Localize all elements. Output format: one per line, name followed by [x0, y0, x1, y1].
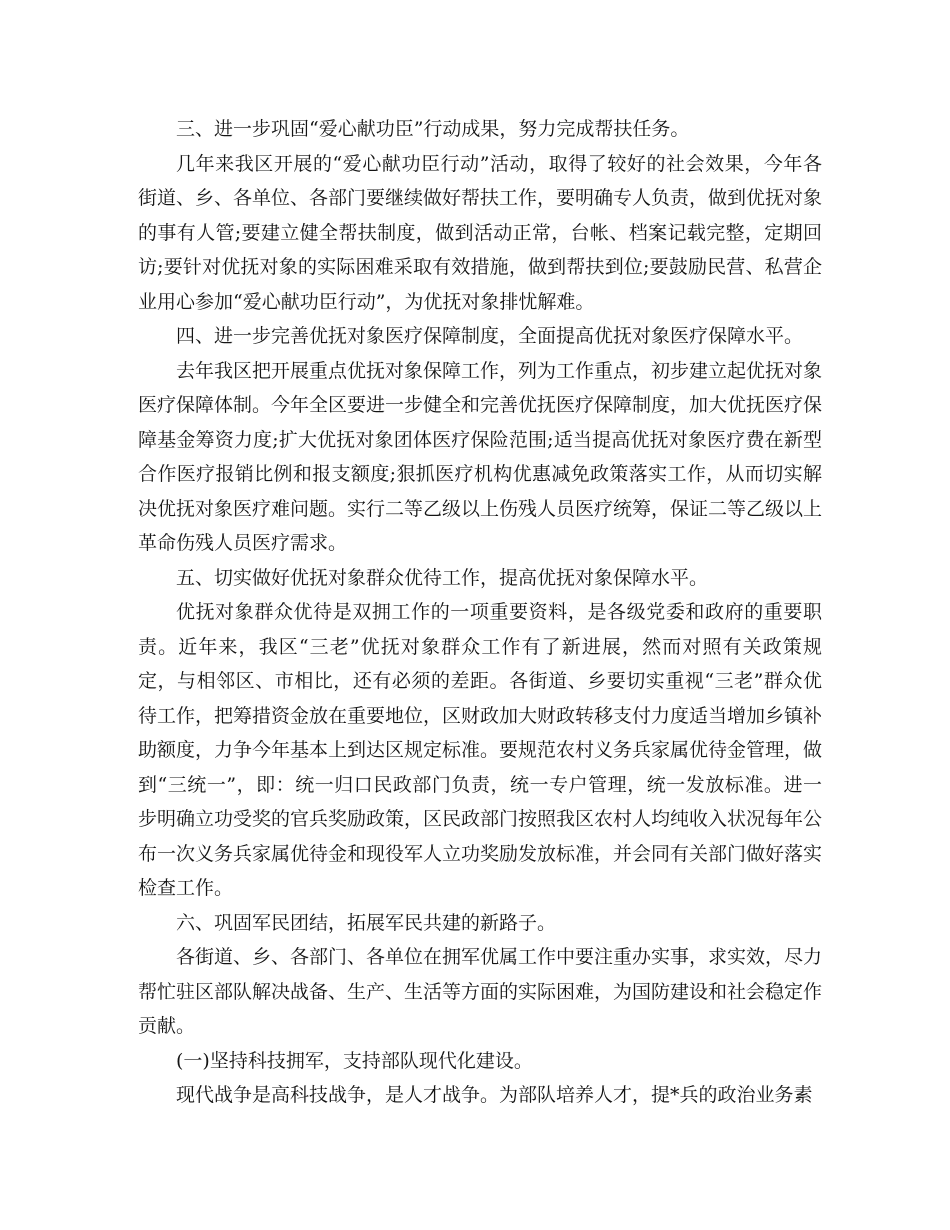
paragraph-subsection-1: 现代战争是高科技战争，是人才战争。为部队培养人才，提*兵的政治业务素 — [176, 1084, 813, 1106]
document-body — [138, 112, 822, 1113]
section-heading-4: 四、进一步完善优抚对象医疗保障制度，全面提高优抚对象医疗保障水平。 — [176, 325, 804, 347]
section-heading-6: 六、巩固军民团结，拓展军民共建的新路子。 — [176, 911, 557, 934]
paragraph-section-4: 去年我区把开展重点优抚对象保障工作，列为工作重点，初步建立起优抚对象医疗保障体制。今年全区要进一步健全和完善优抚医疗保障制度，加大优抚医疗保障基金筹资力度;扩大优抚对象团体医疗保险范围;适当提高优抚对象医疗费在新型合作医疗报销比例和报支额度;狠抓医疗机构优惠减免政策落实工作，从而切实解决优抚对象医疗难问题。实行二等乙级以上伤残人员医疗统筹，保证二等乙级以上革命伤残人员医疗需求。 — [138, 359, 823, 554]
paragraph-section-5: 优抚对象群众优待是双拥工作的一项重要资料，是各级党委和政府的重要职责。近年来，我区“三老”优抚对象群众工作有了新进展，然而对照有关政策规定，与相邻区、市相比，还有必须的差距。各街道、乡要切实重视“三老”群众优待工作，把筹措资金放在重要地位，区财政加大财政转移支付力度适当增加乡镇补助额度，力争今年基本上到达区规定标准。要规范农村义务兵家属优待金管理，做到“三统一”，即：统一归口民政部门负责，统一专户管理，统一发放标准。进一步明确立功受奖的官兵奖励政策，区民政部门按照我区农村人均纯收入状况每年公布一次义务兵家属优待金和现役军人立功奖励发放标准，并会同有关部门做好落实检查工作。 — [138, 601, 823, 899]
paragraph-section-3: 几年来我区开展的“爱心献功臣行动”活动，取得了较好的社会效果，今年各街道、乡、各单位、各部门要继续做好帮扶工作，要明确专人负责，做到优抚对象的事有人管;要建立健全帮扶制度，做到活动正常，台帐、档案记载完整，定期回访;要针对优抚对象的实际困难采取有效措施，做到帮扶到位;要鼓励民营、私营企业用心参加“爱心献功臣行动”，为优抚对象排忧解难。 — [138, 152, 823, 313]
paragraph-section-6: 各街道、乡、各部门、各单位在拥军优属工作中要注重办实事，求实效，尽力帮忙驻区部队解决战备、生产、生活等方面的实际困难，为国防建设和社会稳定作贡献。 — [138, 946, 823, 1037]
subsection-heading-1: (一)坚持科技拥军，支持部队现代化建设。 — [176, 1049, 533, 1072]
section-heading-3: 三、进一步巩固“爱心献功臣”行动成果，努力完成帮扶任务。 — [176, 118, 690, 140]
section-heading-5: 五、切实做好优抚对象群众优待工作，提高优抚对象保障水平。 — [176, 566, 709, 589]
